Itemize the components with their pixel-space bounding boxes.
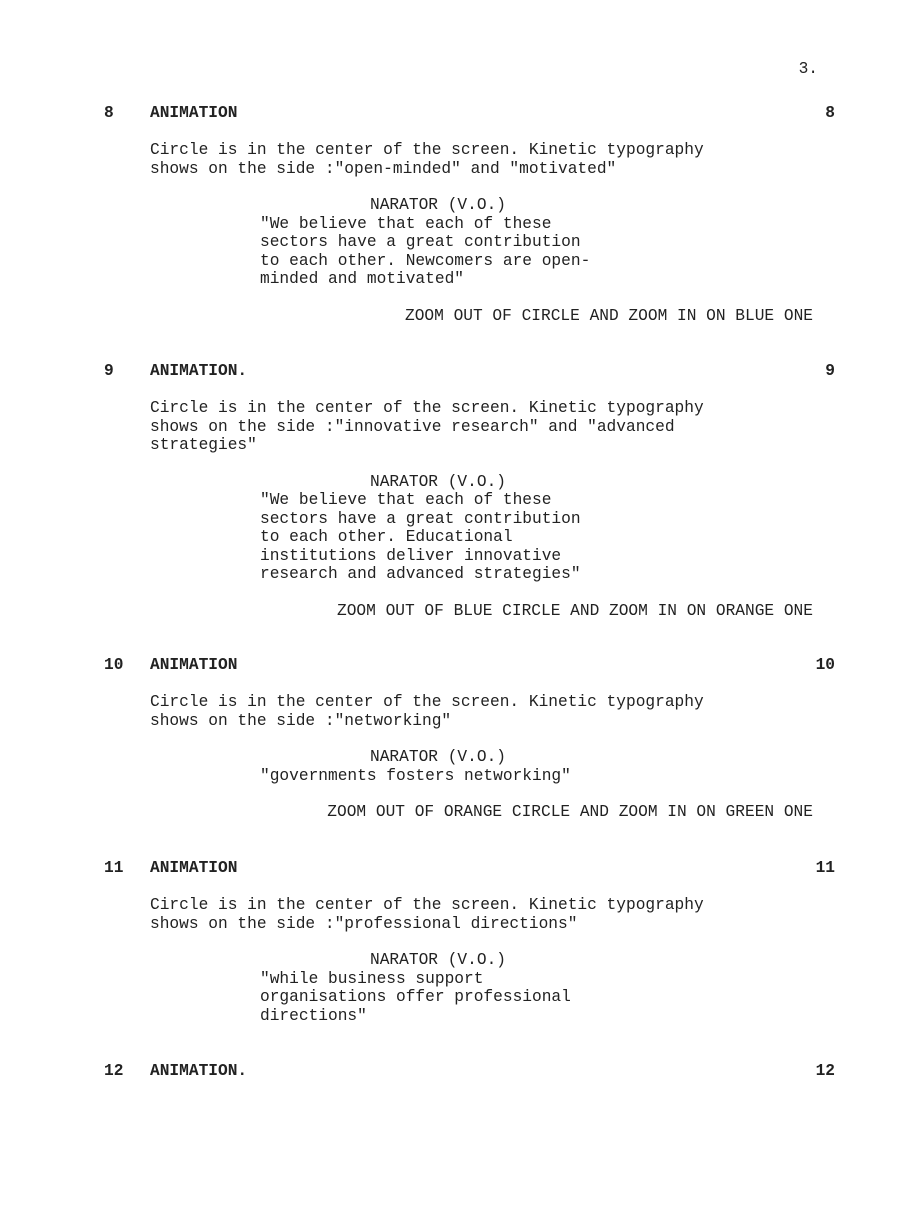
action-text: Circle is in the center of the screen. Kinetic typography shows on the side :"professional directions" bbox=[150, 896, 704, 933]
scene-9 bbox=[0, 362, 907, 620]
transition-text: ZOOM OUT OF BLUE CIRCLE AND ZOOM IN ON ORANGE ONE bbox=[337, 601, 813, 620]
scene-heading bbox=[0, 859, 907, 877]
scene-number-left: 8 bbox=[104, 104, 114, 122]
dialogue-text: "We believe that each of these sectors have a great contribution to each other. Educational institutions deliver innovative research and advanced strategies" bbox=[260, 491, 581, 583]
scene-8 bbox=[0, 104, 907, 325]
scene-slugline: ANIMATION bbox=[150, 656, 238, 674]
dialogue-text: "governments fosters networking" bbox=[260, 766, 571, 785]
scene-heading bbox=[0, 104, 907, 122]
scene-heading bbox=[0, 1062, 907, 1080]
scene-number-right: 8 bbox=[825, 104, 835, 122]
scene-number-right: 12 bbox=[815, 1062, 835, 1080]
scene-heading bbox=[0, 656, 907, 674]
scene-slugline: ANIMATION bbox=[150, 859, 238, 877]
scene-number-left: 10 bbox=[104, 656, 124, 674]
transition-text: ZOOM OUT OF CIRCLE AND ZOOM IN ON BLUE ONE bbox=[405, 306, 813, 325]
page-number: 3. bbox=[798, 60, 818, 78]
action-text: Circle is in the center of the screen. Kinetic typography shows on the side :"innovative research" and "advanced strategies" bbox=[150, 399, 704, 454]
scene-number-right: 10 bbox=[815, 656, 835, 674]
transition-text: ZOOM OUT OF ORANGE CIRCLE AND ZOOM IN ON GREEN ONE bbox=[327, 803, 813, 821]
scene-10 bbox=[0, 656, 907, 822]
scene-slugline: ANIMATION. bbox=[150, 1062, 248, 1080]
action-text: Circle is in the center of the screen. Kinetic typography shows on the side :"networking" bbox=[150, 693, 704, 730]
scene-11 bbox=[0, 859, 907, 1025]
action-text: Circle is in the center of the screen. Kinetic typography shows on the side :"open-minded" and "motivated" bbox=[150, 141, 704, 178]
scene-number-left: 9 bbox=[104, 362, 114, 380]
character-cue: NARATOR (V.O.) bbox=[370, 472, 506, 491]
scene-heading bbox=[0, 362, 907, 380]
dialogue-text: "while business support organisations offer professional directions" bbox=[260, 969, 571, 1025]
character-cue: NARATOR (V.O.) bbox=[370, 196, 506, 214]
scene-12 bbox=[0, 1062, 907, 1080]
character-cue: NARATOR (V.O.) bbox=[370, 748, 506, 766]
scene-slugline: ANIMATION bbox=[150, 104, 238, 122]
scene-number-left: 11 bbox=[104, 859, 124, 877]
dialogue-text: "We believe that each of these sectors have a great contribution to each other. Newcomers are open- minded and motivated" bbox=[260, 214, 591, 288]
scene-number-right: 11 bbox=[815, 859, 835, 877]
scene-number-left: 12 bbox=[104, 1062, 124, 1080]
character-cue: NARATOR (V.O.) bbox=[370, 951, 506, 969]
scene-slugline: ANIMATION. bbox=[150, 362, 248, 380]
scene-number-right: 9 bbox=[825, 362, 835, 380]
